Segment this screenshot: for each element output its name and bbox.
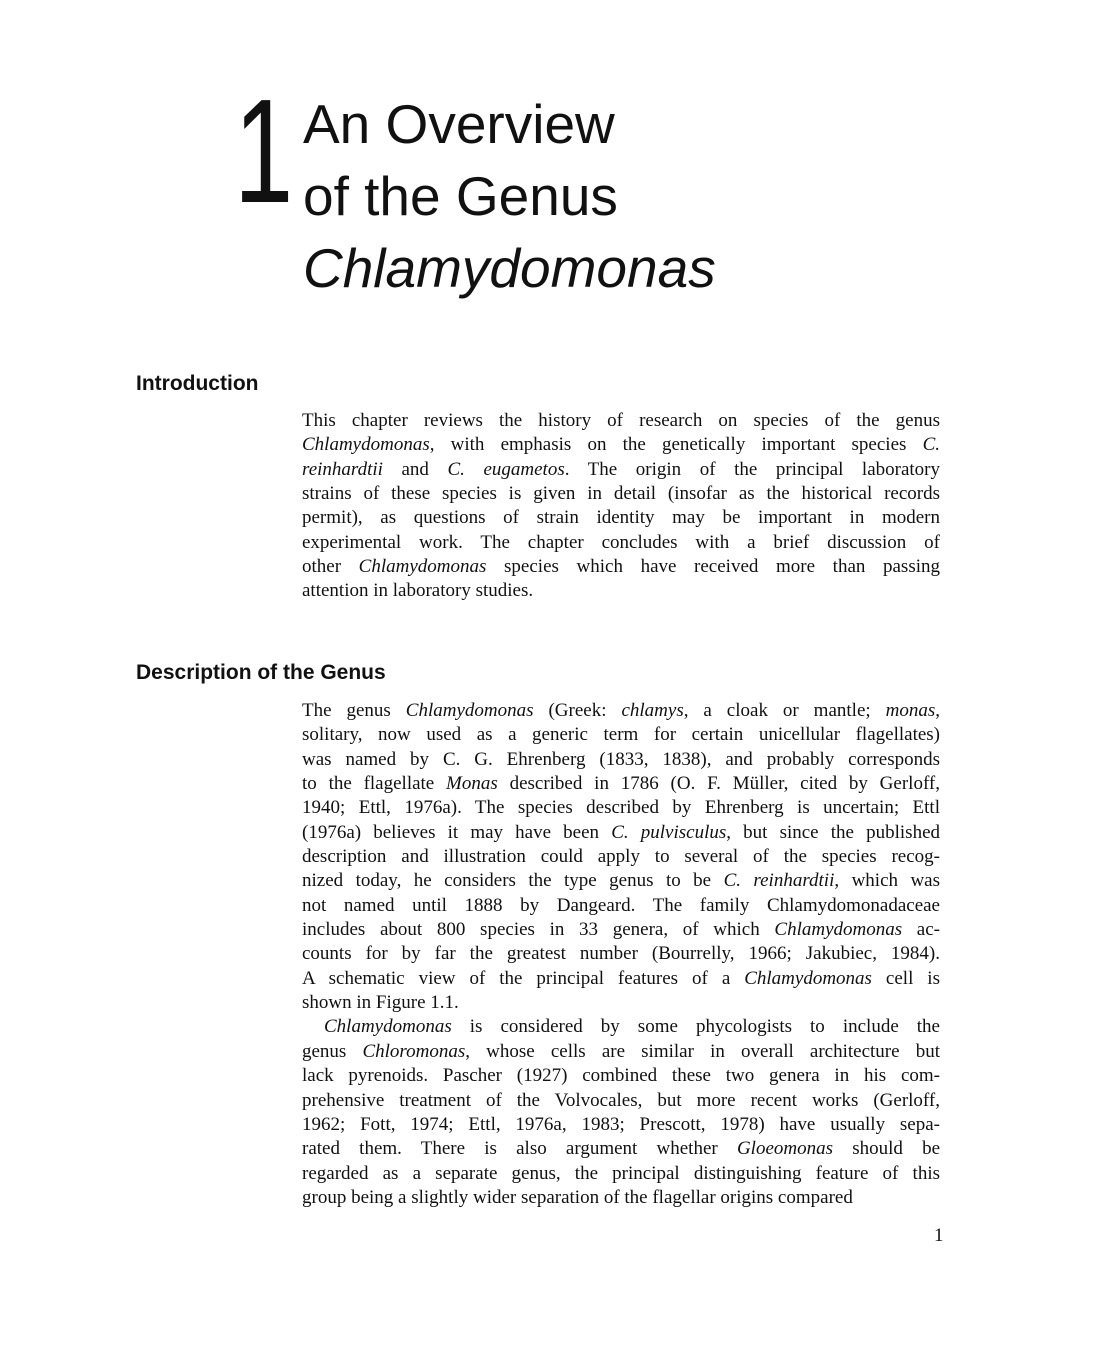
description-paragraphs (302, 699, 940, 1210)
chapter-title (303, 88, 716, 304)
italic-term: reinhardtii (302, 458, 383, 480)
text-run: species which have received more than passing (486, 556, 940, 578)
text-run: , but since the published (726, 821, 940, 843)
introduction-heading: Introduction (136, 372, 259, 395)
text-line (302, 1137, 940, 1161)
text-run: described in 1786 (O. F. Müller, cited by Gerloff, (497, 773, 941, 795)
text-line (302, 1186, 940, 1210)
text-run: genus (302, 1040, 363, 1062)
text-line (302, 991, 940, 1015)
text-run: was named by C. G. Ehrenberg (1833, 1838), and probably corresponds (302, 748, 940, 770)
text-run: 1940; Ettl, 1976a). The species described by Ehrenberg is uncertain; Ettl (302, 797, 940, 819)
text-run: 1962; Fott, 1974; Ettl, 1976a, 1983; Prescott, 1978) have usually sepa- (302, 1113, 940, 1135)
text-run: solitary, now used as a generic term for certain unicellular flagellates) (302, 724, 940, 746)
italic-term: Chloromonas (362, 1040, 466, 1062)
italic-term: C. (922, 434, 940, 456)
text-line (302, 433, 940, 457)
text-run: permit), as questions of strain identity may be important in modern (302, 507, 940, 529)
italic-term: Chlamydomonas (358, 556, 487, 578)
page-number: 1 (934, 1225, 944, 1246)
text-run: , which was (834, 870, 941, 892)
text-line (302, 1040, 940, 1064)
text-line (302, 772, 940, 796)
text-run: experimental work. The chapter concludes with a brief discussion of (302, 531, 940, 553)
text-run: , with emphasis on the genetically important species (429, 434, 923, 456)
text-line (302, 1064, 940, 1088)
text-run: The genus (302, 700, 406, 721)
text-run: counts for by far the greatest number (Bourrelly, 1966; Jakubiec, 1984). (302, 943, 940, 965)
text-run: strains of these species is given in detail (insofar as the historical records (302, 483, 940, 505)
text-line (302, 1113, 940, 1137)
text-line (302, 821, 940, 845)
italic-term: chlamys (621, 700, 684, 721)
text-run: rated them. There is also argument whether (302, 1138, 737, 1160)
text-line (302, 1089, 940, 1113)
text-line (302, 506, 940, 530)
text-line (302, 845, 940, 869)
text-run: , a cloak or mantle; (683, 700, 886, 721)
italic-term: Gloeomonas (736, 1138, 833, 1160)
italic-term: Chlamydomonas (324, 1016, 452, 1038)
italic-term: Chlamydomonas (774, 919, 903, 941)
text-run: , (935, 700, 940, 721)
text-line (302, 748, 940, 772)
text-run: attention in laboratory studies. (302, 580, 534, 602)
text-line (302, 555, 940, 579)
text-run: nized today, he considers the type genus to be (302, 870, 724, 892)
text-run: other (302, 556, 359, 578)
text-run: is considered by some phycologists to include the (451, 1016, 940, 1038)
text-run: cell is (871, 967, 940, 989)
text-line (302, 894, 940, 918)
text-line (302, 1015, 940, 1039)
text-run: (1976a) believes it may have been (302, 821, 612, 843)
text-run: (Greek: (533, 700, 622, 721)
text-line (302, 458, 940, 482)
italic-term: C. eugametos (447, 458, 565, 480)
italic-term: Monas (446, 773, 498, 795)
text-run: to the flagellate (302, 773, 447, 795)
italic-term: C. pulvisculus (611, 821, 727, 843)
text-line (302, 796, 940, 820)
text-line (302, 531, 940, 555)
text-line (302, 918, 940, 942)
text-run: ac- (902, 919, 940, 941)
text-line (302, 723, 940, 747)
text-run: and (382, 458, 448, 480)
italic-term: C. reinhardtii (723, 870, 835, 892)
text-line (302, 482, 940, 506)
chapter-title-line-1: An Overview (303, 93, 615, 155)
text-run: description and illustration could apply to several of the species recog- (302, 846, 940, 868)
text-run: lack pyrenoids. Pascher (1927) combined these two genera in his com- (302, 1065, 940, 1087)
description-heading: Description of the Genus (136, 661, 386, 684)
text-run: shown in Figure 1.1. (302, 992, 459, 1014)
text-line (302, 579, 940, 603)
text-line (302, 699, 940, 723)
text-run: . The origin of the principal laboratory (564, 458, 940, 480)
text-run: regarded as a separate genus, the principal distinguishing feature of this (302, 1162, 940, 1184)
text-line (302, 942, 940, 966)
chapter-number: 1 (234, 69, 294, 234)
text-line (302, 1162, 940, 1186)
text-run: group being a slightly wider separation of the flagellar origins compared (302, 1186, 853, 1208)
italic-term: monas (885, 700, 936, 721)
text-line (302, 869, 940, 893)
text-run: should be (833, 1138, 940, 1160)
text-line (302, 409, 940, 433)
text-line (302, 967, 940, 991)
introduction-paragraph (302, 409, 940, 604)
italic-term: Chlamydomonas (744, 967, 872, 989)
chapter-title-line-3: Chlamydomonas (303, 237, 716, 299)
italic-term: Chlamydomonas (302, 434, 430, 456)
text-run: prehensive treatment of the Volvocales, but more recent works (Gerloff, (302, 1089, 940, 1111)
italic-term: Chlamydomonas (405, 700, 534, 721)
chapter-title-line-2: of the Genus (303, 165, 618, 227)
text-run: , whose cells are similar in overall architecture but (465, 1040, 941, 1062)
text-run: includes about 800 species in 33 genera, of which (302, 919, 775, 941)
text-run: not named until 1888 by Dangeard. The family Chlamydomonadaceae (302, 894, 940, 916)
text-run: A schematic view of the principal features of a (302, 967, 745, 989)
text-run: This chapter reviews the history of research on species of the genus (302, 410, 940, 431)
